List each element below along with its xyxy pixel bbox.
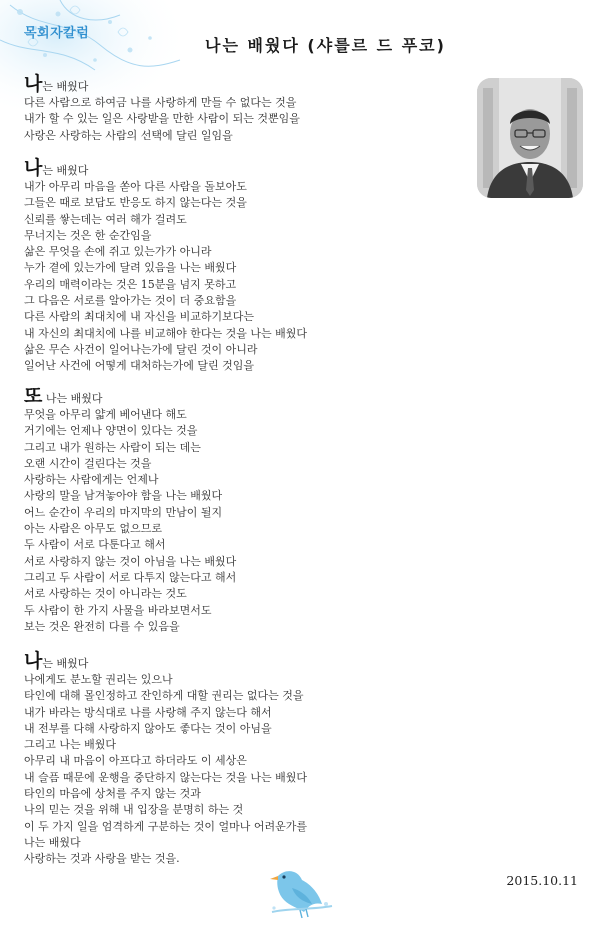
poem-line: 누가 곁에 있는가에 달려 있음을 나는 배웠다	[24, 261, 237, 275]
poem-line: 거기에는 언제나 양면이 있다는 것을	[24, 424, 198, 438]
stanza-heading	[24, 157, 307, 179]
stanza-heading	[24, 73, 300, 95]
poem-line: 어느 순간이 우리의 마지막의 만남이 될지	[24, 505, 223, 519]
poem-line: 두 사람이 서로 다툰다고 해서	[24, 538, 166, 552]
poem-line: 내가 할 수 있는 일은 사랑받을 만한 사람이 되는 것뿐임을	[24, 112, 300, 126]
stanza-lead: 는 배웠다	[42, 657, 89, 670]
stanza-3	[24, 385, 237, 635]
poem-line: 보는 것은 완전히 다를 수 있음을	[24, 619, 180, 633]
stanza-lead: 나는 배웠다	[42, 392, 103, 405]
poem-line: 사랑은 사랑하는 사람의 선택에 달린 일임을	[24, 128, 233, 142]
poem-line: 내 전부를 다해 사랑하지 않아도 좋다는 것이 아님을	[24, 721, 272, 735]
poem-line: 나의 믿는 것을 위해 내 입장을 분명히 하는 것	[24, 803, 244, 817]
poem-line: 무너지는 것은 한 순간임을	[24, 228, 152, 242]
stanza-initial: 나	[24, 73, 43, 95]
poem-line: 사랑하는 사람에게는 언제나	[24, 473, 159, 487]
poem-line: 서로 사랑하는 것이 아니라는 것도	[24, 587, 187, 601]
poem-line: 그리고 두 사람이 서로 다투지 않는다고 해서	[24, 570, 237, 584]
stanza-heading	[24, 385, 236, 407]
date: 2015.10.11	[506, 873, 578, 888]
poem-line: 내가 바라는 방식대로 나를 사랑해 주지 않는다 해서	[24, 705, 272, 719]
stanza-initial: 나	[24, 157, 43, 179]
poem-line: 나는 배웠다	[24, 835, 81, 849]
stanza-lead: 는 배웠다	[42, 80, 89, 93]
poem-line: 두 사람이 한 가지 사물을 바라보면서도	[24, 603, 212, 617]
stanza-initial: 또	[24, 385, 43, 407]
poem-line: 삶은 무엇을 손에 쥐고 있는가가 아니라	[24, 245, 212, 259]
stanza-lead: 는 배웠다	[42, 164, 89, 177]
stanza-initial: 나	[24, 650, 43, 672]
page-title: 나는 배웠다 (샤를르 드 푸코)	[205, 36, 446, 55]
poem-line: 사랑의 말을 남겨놓아야 함을 나는 배웠다	[24, 489, 223, 503]
poem-line: 이 두 가지 일을 엄격하게 구분하는 것이 얼마나 어려운가를	[24, 819, 307, 833]
poem-line: 그리고 내가 원하는 사람이 되는 데는	[24, 440, 201, 454]
poem-line: 다른 사람으로 하여금 나를 사랑하게 만들 수 없다는 것을	[24, 96, 297, 109]
poem-line: 내 자신의 최대치에 나를 비교해야 한다는 것을 나는 배웠다	[24, 326, 307, 340]
author-portrait	[477, 78, 583, 198]
poem-line: 그 다음은 서로를 알아가는 것이 더 중요함을	[24, 294, 237, 308]
poem-line: 무엇을 아무리 얇게 베어낸다 해도	[24, 408, 187, 421]
poem-line: 아무리 내 마음이 아프다고 하더라도 이 세상은	[24, 754, 247, 768]
poem-line: 아는 사람은 아무도 없으므로	[24, 522, 163, 536]
poem-line: 그들은 때로 보답도 반응도 하지 않는다는 것을	[24, 196, 247, 210]
poem-line: 타인에 대해 몰인정하고 잔인하게 대할 권리는 없다는 것을	[24, 689, 304, 703]
poem-line: 오랜 시간이 걸린다는 것을	[24, 456, 152, 470]
poem-line: 일어난 사건에 어떻게 대처하는가에 달린 것임을	[24, 359, 255, 373]
poem-line: 서로 사랑하지 않는 것이 아님을 나는 배웠다	[24, 554, 237, 568]
poem-line: 사랑하는 것과 사랑을 받는 것을.	[24, 852, 180, 866]
poem-line: 다른 사람의 최대치에 내 자신을 비교하기보다는	[24, 310, 255, 324]
poem-line: 우리의 매력이라는 것은 15분을 넘지 못하고	[24, 277, 237, 291]
column-label: 목회자칼럼	[24, 26, 90, 41]
stanza-1	[24, 73, 300, 144]
poem-line: 삶은 무슨 사건이 일어나는가에 달린 것이 아니라	[24, 342, 258, 356]
stanza-heading	[24, 650, 307, 672]
poem-line: 내가 아무리 마음을 쏟아 다른 사람을 돌보아도	[24, 180, 247, 193]
poem-line: 신뢰를 쌓는데는 여러 해가 걸려도	[24, 212, 187, 226]
stanza-4	[24, 650, 307, 868]
poem-line: 나에게도 분노할 권리는 있으나	[24, 673, 173, 686]
poem-line: 내 슬픔 때문에 운행을 중단하지 않는다는 것을 나는 배웠다	[24, 770, 307, 784]
poem-line: 타인의 마음에 상처를 주지 않는 것과	[24, 787, 201, 801]
bird-icon	[266, 862, 336, 922]
stanza-2	[24, 157, 307, 375]
poem-line: 그리고 나는 배웠다	[24, 738, 117, 752]
